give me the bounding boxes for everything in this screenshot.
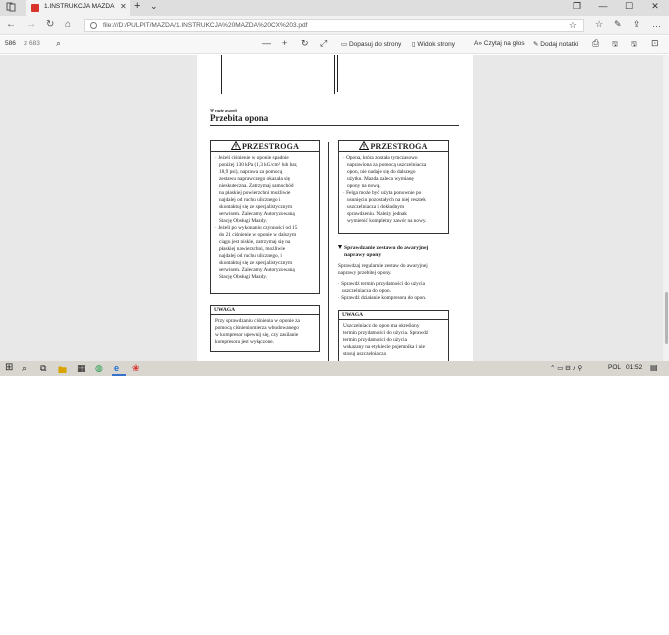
subsection-title-line: naprawy opony	[344, 252, 382, 258]
note-box-left	[210, 305, 320, 352]
calculator-icon[interactable]: ▦	[77, 363, 86, 373]
read-aloud-button[interactable]: A» Czytaj na głos	[474, 40, 525, 47]
note-title: UWAGA	[339, 311, 448, 320]
add-notes-button[interactable]: ✎ Dodaj notatki	[533, 41, 579, 48]
text-line: opon, nie nadaje się do dalszego	[347, 169, 416, 175]
text-line: Przy sprawdzaniu ciśnienia w oponie za	[215, 318, 300, 324]
pdf-file-icon	[31, 4, 39, 12]
url-text: file:///D:/PULPIT/MAZDA/1.INSTRUKCJA%20MAZDA%20CX%203.pdf	[103, 22, 308, 29]
address-bar	[0, 16, 669, 35]
text-line: 18,9 psi), naprawa za pomocą	[219, 169, 283, 175]
refresh-button[interactable]: ↻	[46, 19, 55, 30]
text-line: nieskuteczna. Zatrzymaj samochód	[219, 183, 294, 189]
zoom-out-button[interactable]: —	[262, 38, 271, 48]
text-line: usunięciu pozostałych na niej resztek	[347, 197, 426, 203]
print-icon[interactable]: ⎙	[592, 38, 600, 48]
text-line: sprawdzeniu. Należy jednak	[347, 211, 407, 217]
text-line: w kompresor upewnij się, czy zasilanie	[215, 332, 299, 338]
text-line: ciągu jest niskie, zatrzymaj się na	[219, 239, 291, 245]
text-line: · Felga może być użyta ponownie po	[343, 190, 422, 196]
text-line: kompresora jest wyłączone.	[215, 339, 274, 345]
text-line: do 21 ciśnienie w oponie w dalszym	[219, 232, 297, 238]
text-line: na płaskiej powierzchni możliwie	[219, 190, 291, 196]
app-icon[interactable]: ❀	[132, 363, 140, 373]
warning-title: PRZESTROGA	[370, 142, 428, 151]
warning-triangle-icon	[231, 141, 241, 150]
check-list	[338, 281, 426, 302]
warning-text	[211, 152, 319, 283]
active-app-indicator	[112, 374, 126, 376]
edge-icon[interactable]: e	[114, 363, 120, 373]
more-icon[interactable]: …	[652, 19, 661, 29]
tab-bar	[0, 0, 669, 16]
text-line: skontaktuj się ze specjalistycznym	[219, 204, 293, 210]
text-line: naprawiona za pomocą uszczelniacza	[347, 162, 427, 168]
chrome-icon[interactable]: ◍	[95, 363, 103, 373]
system-tray-icons[interactable]: ⌃ ▭ ⊟ ♪ ⚲	[550, 365, 583, 372]
pdf-viewport[interactable]	[0, 55, 669, 361]
text-line: uszczelniacza i dokładnym	[347, 204, 405, 210]
text-line: serwisem. Zalecamy Autoryzowaną	[219, 267, 295, 273]
pin-toolbar-icon[interactable]: ⊡	[651, 38, 659, 48]
tab-title: 1.INSTRUKCJA MAZDA	[44, 3, 115, 10]
list-item: · Sprawdź termin przydatności do użycia	[338, 281, 425, 287]
text-line: Sprawdzaj regularnie zestaw do awaryjnej	[338, 263, 428, 269]
tab-close-button[interactable]: ✕	[120, 2, 127, 11]
text-line: termin przydatności do użycia. Sprawdź	[343, 330, 429, 336]
info-icon	[90, 22, 97, 29]
save-as-icon[interactable]: 🖫	[631, 41, 637, 48]
triangle-bullet-icon	[338, 245, 342, 249]
text-line: zestawu naprawczego okazała się	[219, 176, 291, 182]
tab-actions-icon[interactable]	[6, 2, 16, 12]
text-line: Stację Obsługi Mazdy.	[219, 274, 268, 280]
page-view-button[interactable]: ▯ Widok strony	[412, 41, 455, 48]
column-divider	[337, 55, 338, 92]
text-line: serwisem. Zalecamy Autoryzowaną	[219, 211, 295, 217]
list-item: · Sprawdź działanie kompresora do opon.	[338, 295, 427, 301]
text-line: wskazany na etykiecie pojemnika i nie	[343, 344, 425, 350]
text-line: naprawy przebitej opony.	[338, 270, 392, 276]
warning-box-right	[338, 140, 449, 234]
maximize-button[interactable]: ☐	[624, 1, 634, 11]
add-notes-label: Dodaj notatki	[540, 41, 579, 48]
text-line: poniżej 130 kPa (1,3 kG/cm² lub bar,	[219, 162, 298, 168]
search-icon[interactable]: ⌕	[22, 363, 28, 373]
warning-triangle-icon	[359, 141, 369, 150]
clock[interactable]: 01:52	[626, 364, 643, 371]
text-line: · Jeżeli po wykonaniu czynności od 15	[215, 225, 298, 231]
url-field[interactable]	[84, 19, 584, 32]
search-icon[interactable]: ⌕	[56, 38, 62, 48]
page-total: z 683	[24, 40, 40, 47]
language-indicator[interactable]: POL	[608, 364, 622, 371]
subsection-title	[338, 245, 428, 259]
page-view-label: Widok strony	[417, 41, 455, 48]
text-line: skontaktuj się ze specjalistycznym	[219, 260, 293, 266]
text-line: najdalej od ruchu ulicznego, i	[219, 253, 282, 259]
warning-title: PRZESTROGA	[241, 142, 300, 151]
warning-header	[211, 141, 319, 152]
text-line: stosuj uszczelniacza	[343, 351, 386, 357]
share-icon[interactable]: ⇪	[633, 19, 641, 29]
restore-tabs-icon[interactable]: ❐	[572, 1, 582, 11]
pdf-page-current	[197, 94, 473, 361]
pdf-toolbar	[0, 36, 669, 54]
text-line: użytku. Mazda zaleca wymianę	[347, 176, 414, 182]
intro-paragraph	[338, 263, 428, 277]
text-line: najdalej od ruchu ulicznego i	[219, 197, 281, 203]
note-box-right	[338, 310, 449, 361]
text-line: Uszczelniacz do opon ma określony	[343, 323, 420, 329]
text-line: wymienić kompletny zawór na nowy.	[347, 218, 427, 224]
back-button[interactable]: ←	[6, 19, 16, 30]
page-number-input[interactable]: 586	[5, 40, 16, 47]
note-text	[211, 315, 319, 348]
warning-box-left	[210, 140, 320, 294]
new-tab-button[interactable]: +	[134, 0, 141, 12]
column-divider	[328, 142, 329, 361]
subsection-title-line: Sprawdzanie zestawu do awaryjnej	[344, 245, 429, 251]
list-item: uszczelniacza do opon.	[342, 288, 391, 294]
file-explorer-icon[interactable]: 🖿	[58, 365, 68, 375]
text-line: · Opona, która została tymczasowo	[343, 155, 418, 161]
favorite-star-icon[interactable]: ☆	[568, 20, 577, 30]
tab-pdf[interactable]	[26, 0, 130, 16]
text-line: pomocą ciśnieniomierza wbudowanego	[215, 325, 299, 331]
fit-page-label: Dopasuj do strony	[348, 41, 402, 48]
title-rule	[210, 125, 459, 126]
note-text	[339, 320, 448, 360]
text-line: · Jeżeli ciśnienie w oponie spadnie	[215, 155, 289, 161]
note-title: UWAGA	[211, 306, 319, 315]
notes-pen-icon[interactable]: ✎	[614, 19, 622, 29]
scrollbar-thumb[interactable]	[665, 292, 668, 344]
rotate-icon[interactable]: ↻	[301, 38, 309, 48]
warning-text	[339, 152, 448, 227]
tab-list-button[interactable]: ⌄	[150, 1, 158, 11]
vertical-scrollbar[interactable]	[663, 55, 669, 361]
fullscreen-icon[interactable]: ⤢	[320, 38, 328, 48]
zoom-in-button[interactable]: +	[282, 38, 288, 48]
save-icon[interactable]: 🖫	[612, 41, 618, 48]
text-line: opony na nową.	[347, 183, 381, 189]
section-title: Przebita opona	[210, 113, 269, 123]
text-line: Stację Obsługi Mazdy.	[219, 218, 268, 224]
home-button[interactable]: ⌂	[65, 19, 72, 30]
windows-taskbar	[0, 361, 669, 376]
task-view-icon[interactable]: ⧉	[40, 363, 47, 373]
notifications-icon[interactable]: ▤	[650, 363, 658, 372]
close-window-button[interactable]: ✕	[651, 1, 659, 11]
section-category: W razie awarii	[210, 108, 237, 113]
start-button[interactable]: ⊞	[5, 362, 14, 373]
minimize-button[interactable]: —	[598, 1, 608, 11]
fit-page-button[interactable]: ▭ Dopasuj do strony	[341, 41, 402, 48]
warning-header	[339, 141, 448, 152]
forward-button[interactable]: →	[26, 19, 36, 30]
text-line: płaskiej nawierzchni, możliwie	[219, 246, 286, 252]
favorites-icon[interactable]: ☆	[595, 19, 604, 29]
text-line: termin przydatności do użycia	[343, 337, 407, 343]
read-aloud-label: Czytaj na głos	[483, 40, 525, 47]
